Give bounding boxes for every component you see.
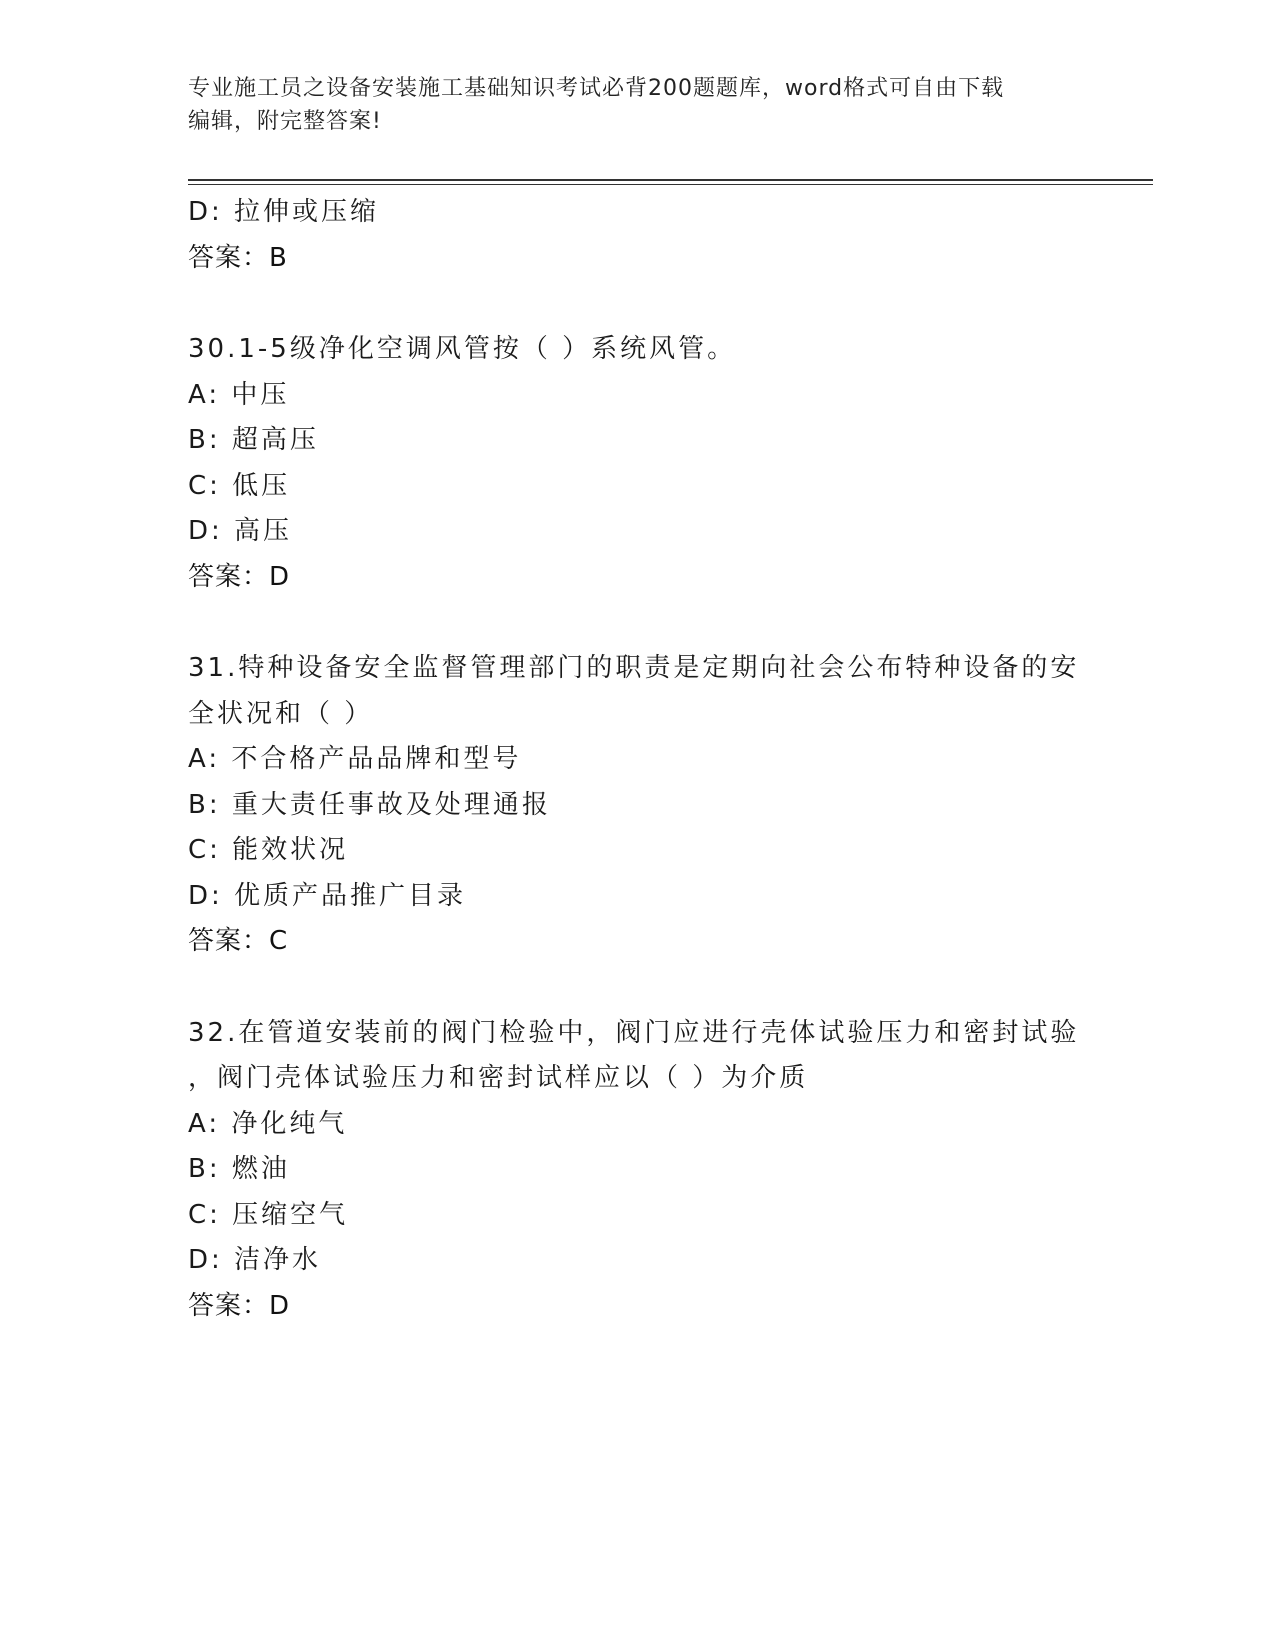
option-d: D: 拉伸或压缩 bbox=[188, 197, 380, 227]
answer-label: 答案：D bbox=[188, 561, 291, 592]
question-block-32 bbox=[188, 1011, 1088, 1330]
option-b: B: 燃油 bbox=[188, 1154, 290, 1184]
option-d: D: 高压 bbox=[188, 516, 293, 546]
option-c: C: 压缩空气 bbox=[188, 1199, 349, 1230]
answer-label: 答案：D bbox=[188, 1290, 291, 1321]
question-text-line-1: 31.特种设备安全监督管理部门的职责是定期向社会公布特种设备的安 bbox=[188, 653, 1080, 683]
header-line-2: 编辑，附完整答案! bbox=[188, 109, 382, 134]
answer-label: 答案：B bbox=[188, 242, 288, 273]
header-divider-thick bbox=[188, 179, 1153, 181]
option-a: A: 不合格产品品牌和型号 bbox=[188, 744, 522, 774]
question-list bbox=[188, 190, 1088, 1329]
question-block-29 bbox=[188, 190, 1088, 281]
option-d: D: 优质产品推广目录 bbox=[188, 880, 467, 911]
option-c: C: 能效状况 bbox=[188, 835, 349, 865]
question-block-31 bbox=[188, 646, 1088, 965]
question-text-line-2: ，阀门壳体试验压力和密封试样应以（ ）为介质 bbox=[188, 1063, 809, 1093]
question-text-line-1: 32.在管道安装前的阀门检验中，阀门应进行壳体试验压力和密封试验 bbox=[188, 1017, 1080, 1048]
option-d: D: 洁净水 bbox=[188, 1245, 322, 1275]
header-divider-thin bbox=[188, 184, 1153, 185]
option-b: B: 超高压 bbox=[188, 425, 319, 455]
option-a: A: 中压 bbox=[188, 379, 290, 410]
page-header bbox=[188, 72, 1088, 138]
option-c: C: 低压 bbox=[188, 470, 291, 501]
option-b: B: 重大责任事故及处理通报 bbox=[188, 789, 551, 820]
option-a: A: 净化纯气 bbox=[188, 1108, 348, 1139]
question-text-line-2: 全状况和（ ） bbox=[188, 698, 374, 729]
question-block-30 bbox=[188, 327, 1088, 600]
header-line-1: 专业施工员之设备安装施工基础知识考试必背200题题库，word格式可自由下载 bbox=[188, 76, 1005, 101]
answer-label: 答案：C bbox=[188, 926, 289, 956]
question-text: 30.1-5级净化空调风管按（ ）系统风管。 bbox=[188, 334, 737, 364]
